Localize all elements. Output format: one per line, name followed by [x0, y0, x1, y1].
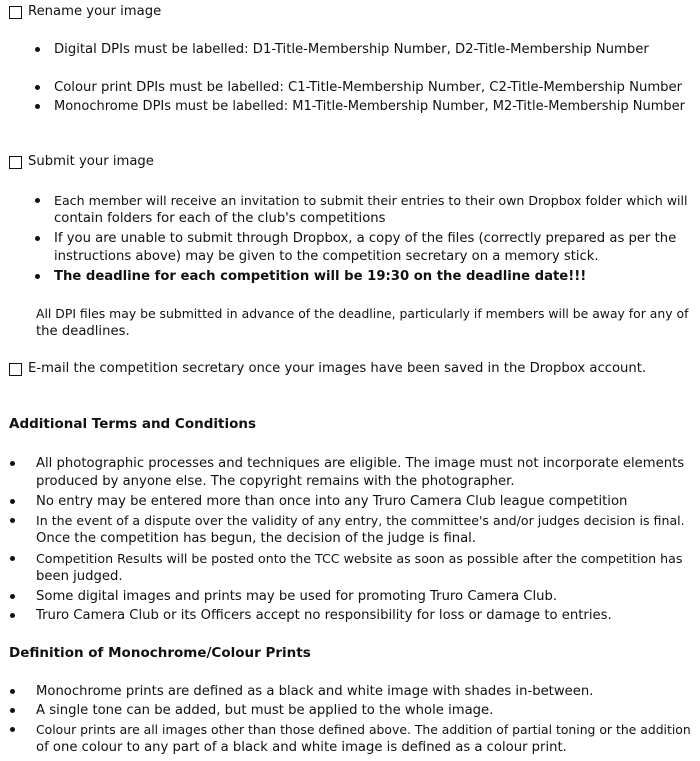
terms-item-line: No entry may be entered more than once into any Truro Camera Club league competition — [36, 494, 628, 509]
email-checkbox[interactable] — [9, 363, 22, 376]
definition-item-line: of one colour to any part of a black and white image is defined as a colour print. — [36, 740, 567, 755]
bullet-icon — [10, 518, 15, 523]
bullet-icon — [35, 198, 40, 203]
submit-bullet-memory-stick-line2: instructions above) may be given to the competition secretary on a memory stick. — [54, 249, 599, 264]
submit-note-line2: the deadlines. — [36, 324, 130, 339]
submit-bullet-dropbox-line1: Each member will receive an invitation to submit their entries to their own Dropbox folder which will — [54, 193, 688, 208]
bullet-icon — [10, 689, 15, 694]
terms-item-line: In the event of a dispute over the validity of any entry, the committee's and/or judges decision is final. — [36, 513, 685, 528]
bullet-icon — [35, 47, 40, 52]
terms-heading: Additional Terms and Conditions — [9, 416, 257, 432]
rename-bullet-monochrome: Monochrome DPIs must be labelled: M1-Title-Membership Number, M2-Title-Membership Number — [54, 99, 685, 114]
submit-label: Submit your image — [28, 154, 154, 169]
rename-label: Rename your image — [28, 4, 162, 19]
rename-checkbox[interactable] — [9, 6, 22, 19]
bullet-icon — [10, 461, 15, 466]
bullet-icon — [35, 274, 40, 279]
bullet-icon — [10, 708, 15, 713]
definition-item-line: Monochrome prints are defined as a black and white image with shades in-between. — [36, 684, 594, 699]
terms-item-line: Competition Results will be posted onto the TCC website as soon as possible after the competition has — [36, 551, 683, 566]
submit-checkbox[interactable] — [9, 156, 22, 169]
bullet-icon — [10, 727, 15, 732]
terms-item-line: Some digital images and prints may be used for promoting Truro Camera Club. — [36, 589, 558, 604]
terms-item-line: Once the competition has begun, the decision of the judge is final. — [36, 531, 477, 546]
submit-bullet-dropbox-line2: contain folders for each of the club's competitions — [54, 211, 386, 226]
bullet-icon — [35, 236, 40, 241]
terms-item-line: Truro Camera Club or its Officers accept no responsibility for loss or damage to entries. — [36, 608, 612, 623]
terms-item-line: All photographic processes and techniques are eligible. The image must not incorporate elements — [36, 456, 685, 471]
submit-deadline-notice: The deadline for each competition will be 19:30 on the deadline date!!! — [54, 269, 587, 284]
definition-item-line: Colour prints are all images other than those defined above. The addition of partial toning or the addition — [36, 722, 691, 737]
bullet-icon — [35, 85, 40, 90]
terms-item-line: been judged. — [36, 569, 123, 584]
submit-bullet-memory-stick-line1: If you are unable to submit through Dropbox, a copy of the files (correctly prepared as per the — [54, 231, 677, 246]
submit-note-line1: All DPI files may be submitted in advance of the deadline, particularly if members will be away for any of — [36, 306, 689, 321]
bullet-icon — [10, 499, 15, 504]
definition-heading: Definition of Monochrome/Colour Prints — [9, 645, 311, 661]
email-label: E-mail the competition secretary once your images have been saved in the Dropbox account. — [28, 361, 647, 376]
definition-item-line: A single tone can be added, but must be applied to the whole image. — [36, 703, 494, 718]
bullet-icon — [10, 613, 15, 618]
bullet-icon — [10, 594, 15, 599]
rename-bullet-colour: Colour print DPIs must be labelled: C1-Title-Membership Number, C2-Title-Membership Number — [54, 80, 683, 95]
rename-bullet-digital: Digital DPIs must be labelled: D1-Title-Membership Number, D2-Title-Membership Number — [54, 42, 649, 57]
bullet-icon — [35, 104, 40, 109]
bullet-icon — [10, 556, 15, 561]
terms-item-line: produced by anyone else. The copyright remains with the photographer. — [36, 474, 515, 489]
